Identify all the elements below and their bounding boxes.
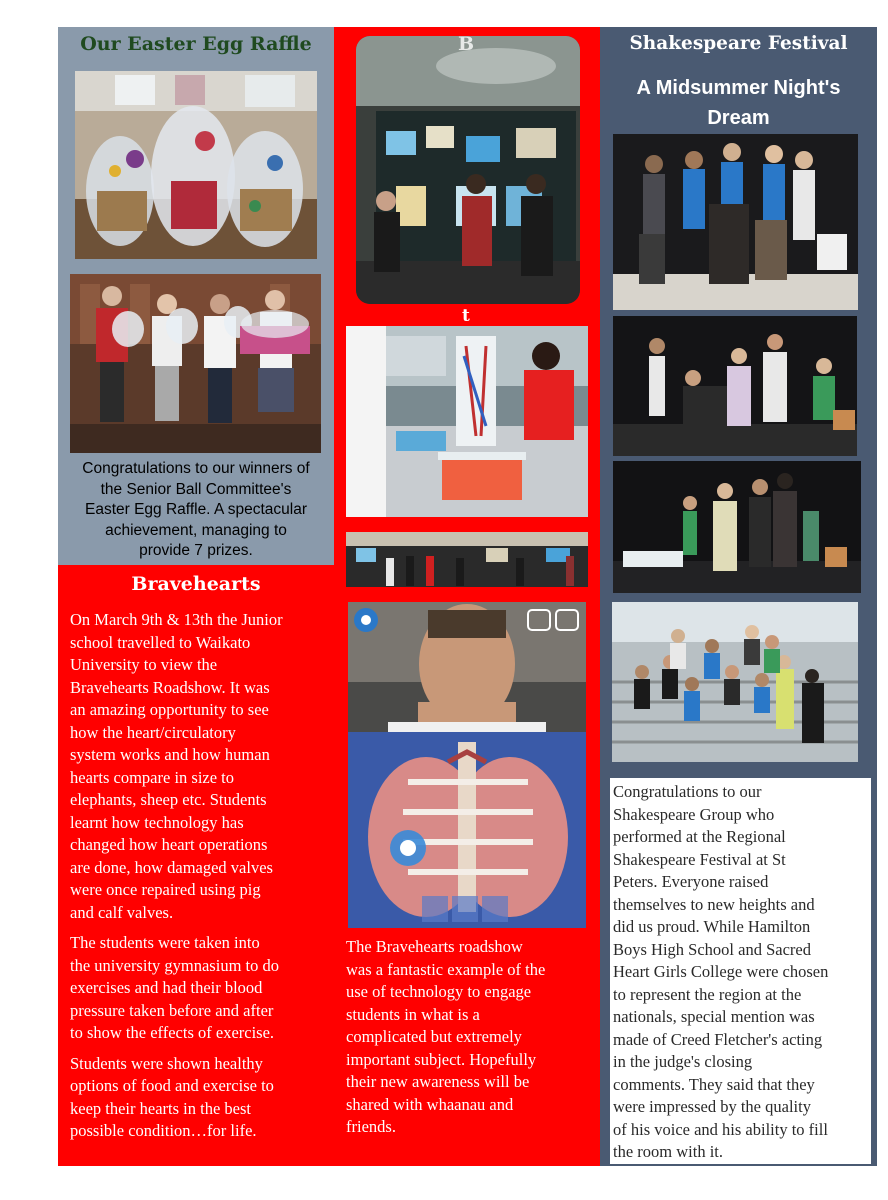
play-title-line: Dream (707, 107, 770, 129)
article-line: an amazing opportunity to see (70, 700, 269, 719)
photo-overlay-letter-b: B (458, 33, 475, 55)
article-line: made of Creed Fletcher's acting (613, 1029, 823, 1049)
bravehearts-photo-caption (346, 936, 545, 1139)
bravehearts-heading: Bravehearts (131, 573, 261, 595)
article-line: Bravehearts Roadshow. It was (70, 677, 270, 697)
play-title (600, 73, 877, 133)
article-line: nationals, special mention was (613, 1007, 815, 1026)
article-line: of his voice and his ability to fill (613, 1119, 828, 1139)
article-line: Boys High School and Sacred (613, 939, 811, 959)
article-line: Peters. Everyone raised (613, 872, 769, 891)
caption-line: important subject. Hopefully (346, 1049, 537, 1069)
caption-line: The Bravehearts roadshow (346, 937, 523, 956)
caption-line: students in what is a (346, 1004, 480, 1024)
article-line: and calf valves. (70, 902, 174, 922)
raffle-winners-photo (70, 274, 321, 453)
shakespeare-article (613, 781, 828, 1164)
article-line: On March 9th & 13th the Junior (70, 610, 283, 629)
article-line: were once repaired using pig (70, 880, 261, 899)
bravehearts-article (70, 609, 283, 1143)
article-line: to represent the region at the (613, 984, 802, 1004)
caption-line: was a fantastic example of the (346, 959, 546, 979)
students-activity-photo (346, 326, 588, 517)
easter-baskets-photo (75, 71, 317, 259)
article-line: University to view the (70, 655, 218, 674)
article-line: possible condition…for life. (70, 1121, 257, 1140)
caption-line: their new awareness will be (346, 1072, 530, 1091)
article-line: elephants, sheep etc. Students (70, 790, 267, 809)
article-line: pressure taken before and after (70, 1000, 274, 1020)
article-line: Shakespeare Group who (613, 804, 775, 824)
article-line: did us proud. While Hamilton (613, 917, 811, 936)
article-line: Congratulations to our (613, 782, 762, 801)
article-line: comments. They said that they (613, 1074, 815, 1094)
article-line: how the heart/circulatory (70, 722, 236, 742)
article-line: to show the effects of exercise. (70, 1023, 275, 1042)
caption-line: Easter Egg Raffle. A spectacular (84, 501, 307, 518)
cast-stage-photo-2 (613, 316, 857, 456)
easter-raffle-heading: Our Easter Egg Raffle (80, 33, 312, 55)
play-title-line: A Midsummer Night's (636, 77, 841, 99)
article-line: hearts compare in size to (70, 767, 235, 787)
caption-line: Congratulations to our winners of (82, 460, 310, 477)
photo-overlay-letter-t: t (462, 306, 470, 326)
article-line: options of food and exercise to (70, 1076, 274, 1095)
caption-line: complicated but extremely (346, 1027, 522, 1046)
article-line: Shakespeare Festival at St (613, 849, 786, 869)
article-line: are done, how damaged valves (70, 857, 273, 877)
caption-line: provide 7 prizes. (139, 542, 253, 559)
article-line: The students were taken into (70, 933, 260, 952)
caption-line: the Senior Ball Committee's (100, 480, 292, 498)
roadshow-exhibit-photo (356, 36, 580, 304)
article-line: Heart Girls College were chosen (613, 962, 829, 981)
caption-line: use of technology to engage (346, 982, 532, 1001)
cast-stage-photo-3 (613, 461, 861, 593)
article-line: themselves to new heights and (613, 894, 815, 914)
article-line: learnt how technology has (70, 812, 244, 832)
article-line: changed how heart operations (70, 835, 268, 854)
article-line: Students were shown healthy (70, 1053, 263, 1073)
cast-stage-photo-1 (613, 134, 858, 310)
caption-line: friends. (346, 1117, 396, 1136)
article-line: in the judge's closing (613, 1052, 753, 1071)
article-line: school travelled to Waikato (70, 632, 251, 652)
article-line: were impressed by the quality (613, 1097, 811, 1116)
article-line: system works and how human (70, 745, 270, 764)
exhibit-panorama-photo (346, 532, 588, 587)
ar-anatomy-app-photo (348, 602, 586, 928)
caption-line: achievement, managing to (105, 521, 287, 539)
article-line: the room with it. (613, 1142, 723, 1161)
caption-line: shared with whaanau and (346, 1094, 514, 1114)
shakespeare-heading: Shakespeare Festival (629, 33, 848, 54)
article-line: the university gymnasium to do (70, 955, 279, 975)
article-line: exercises and had their blood (70, 978, 263, 997)
cast-group-photo (612, 602, 858, 762)
article-line: performed at the Regional (613, 827, 786, 846)
easter-raffle-caption (68, 459, 324, 562)
article-line: keep their hearts in the best (70, 1098, 251, 1118)
